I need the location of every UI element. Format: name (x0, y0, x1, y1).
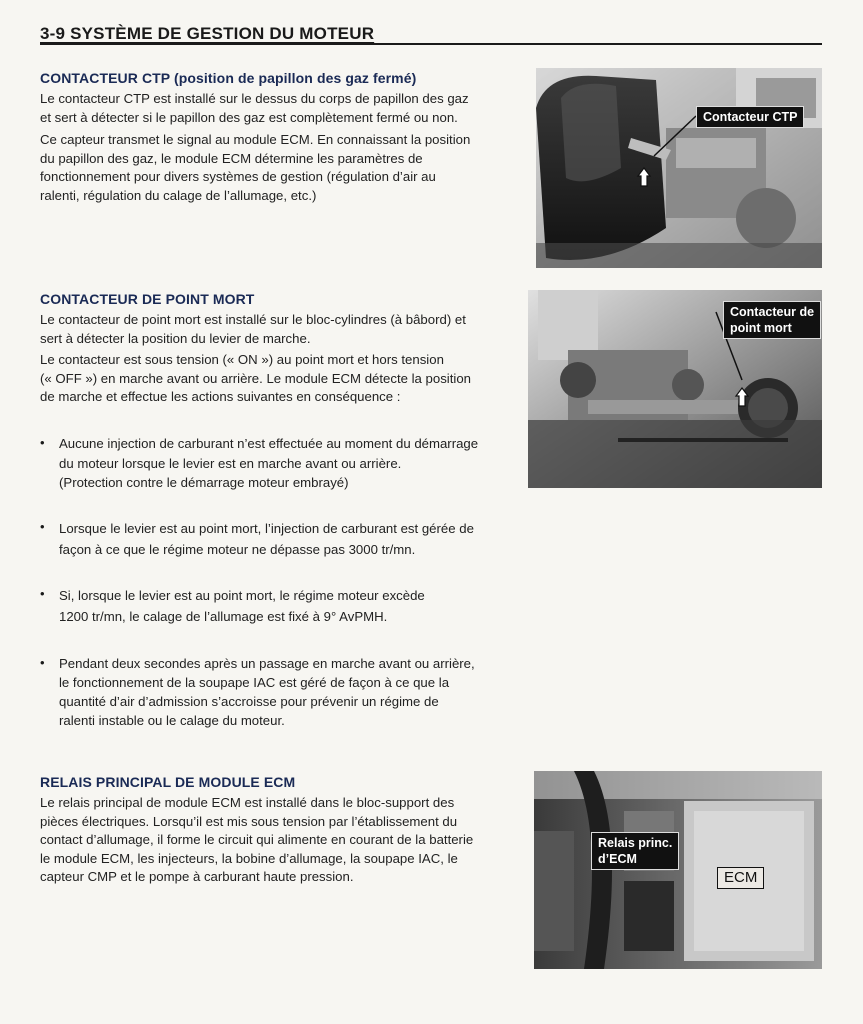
neutral-paragraph-1: Le contacteur de point mort est installé sur le bloc-cylindres (à bâbord) et sert à détecter la position du levier de marche. (40, 312, 466, 346)
page-title: 3-9 SYSTÈME DE GESTION DU MOTEUR (40, 24, 375, 43)
relay-paragraph-1: Le relais principal de module ECM est installé dans le bloc-support des pièces électriques. Lorsqu’il est mis sous tension par l’établissement du contact d’allumage, il forme le circuit qui alimente en courant de la batterie le module ECM, les injecteurs, la bobine d’allumage, la soupape IAC, le capteur CMP et le pompe à carburant haute pression. (40, 795, 474, 885)
ctp-photo (536, 68, 822, 268)
list-item (40, 518, 510, 558)
list-item (40, 585, 510, 625)
header-rule (40, 43, 822, 45)
relay-callout-label: Relais princ. d’ECM (591, 832, 679, 870)
list-item (40, 654, 510, 734)
section-title-relay: RELAIS PRINCIPAL DE MODULE ECM (40, 774, 296, 790)
bullet-symbol: • (40, 655, 45, 670)
neutral-callout-label: Contacteur de point mort (723, 301, 821, 339)
relay-photo (534, 771, 822, 969)
bullet-symbol: • (40, 435, 45, 450)
list-item (40, 434, 510, 494)
page-header (40, 24, 822, 46)
section-title-neutral: CONTACTEUR DE POINT MORT (40, 291, 255, 307)
bullet-text-3: Si, lorsque le levier est au point mort, le régime moteur excède 1200 tr/mn, le calage de l’allumage est fixé à 9° AvPMH. (59, 588, 425, 624)
bullet-text-4: Pendant deux secondes après un passage en marche avant ou arrière, le fonctionnement de la soupape IAC est géré de façon à ce que la quantité d’air d’admission s’accroisse pour prévenir un régime de ralenti instable ou le calage du moteur. (59, 656, 475, 728)
bullet-symbol: • (40, 586, 45, 601)
bullet-symbol: • (40, 519, 45, 534)
bullet-text-2: Lorsque le levier est au point mort, l’injection de carburant est gérée de façon à ce que le régime moteur ne dépasse pas 3000 tr/mn. (59, 521, 474, 557)
ctp-paragraph-2: Ce capteur transmet le signal au module ECM. En connaissant la position du papillon des gaz, le module ECM détermine les paramètres de fonctionnement pour divers systèmes de gestion (régulation d’air au ralenti, régulation du calage de l’allumage, etc.) (40, 132, 471, 203)
bullet-text-1: Aucune injection de carburant n’est effectuée au moment du démarrage du moteur lorsque le levier est en marche avant ou arrière. (Protection contre le démarrage moteur embrayé) (59, 436, 479, 490)
neutral-paragraph-2: Le contacteur est sous tension (« ON ») au point mort et hors tension (« OFF ») en marche avant ou arrière. Le module ECM détecte la position de marche et effectue les actions suivantes en conséquence : (40, 352, 471, 405)
ecm-label: ECM (717, 867, 764, 889)
ctp-callout-label: Contacteur CTP (696, 106, 804, 128)
neutral-switch-photo (528, 290, 822, 488)
ctp-paragraph-1: Le contacteur CTP est installé sur le dessus du corps de papillon des gaz et sert à détecter si le papillon des gaz est complètement fermé ou non. (40, 91, 469, 125)
section-title-ctp: CONTACTEUR CTP (position de papillon des gaz fermé) (40, 70, 417, 86)
